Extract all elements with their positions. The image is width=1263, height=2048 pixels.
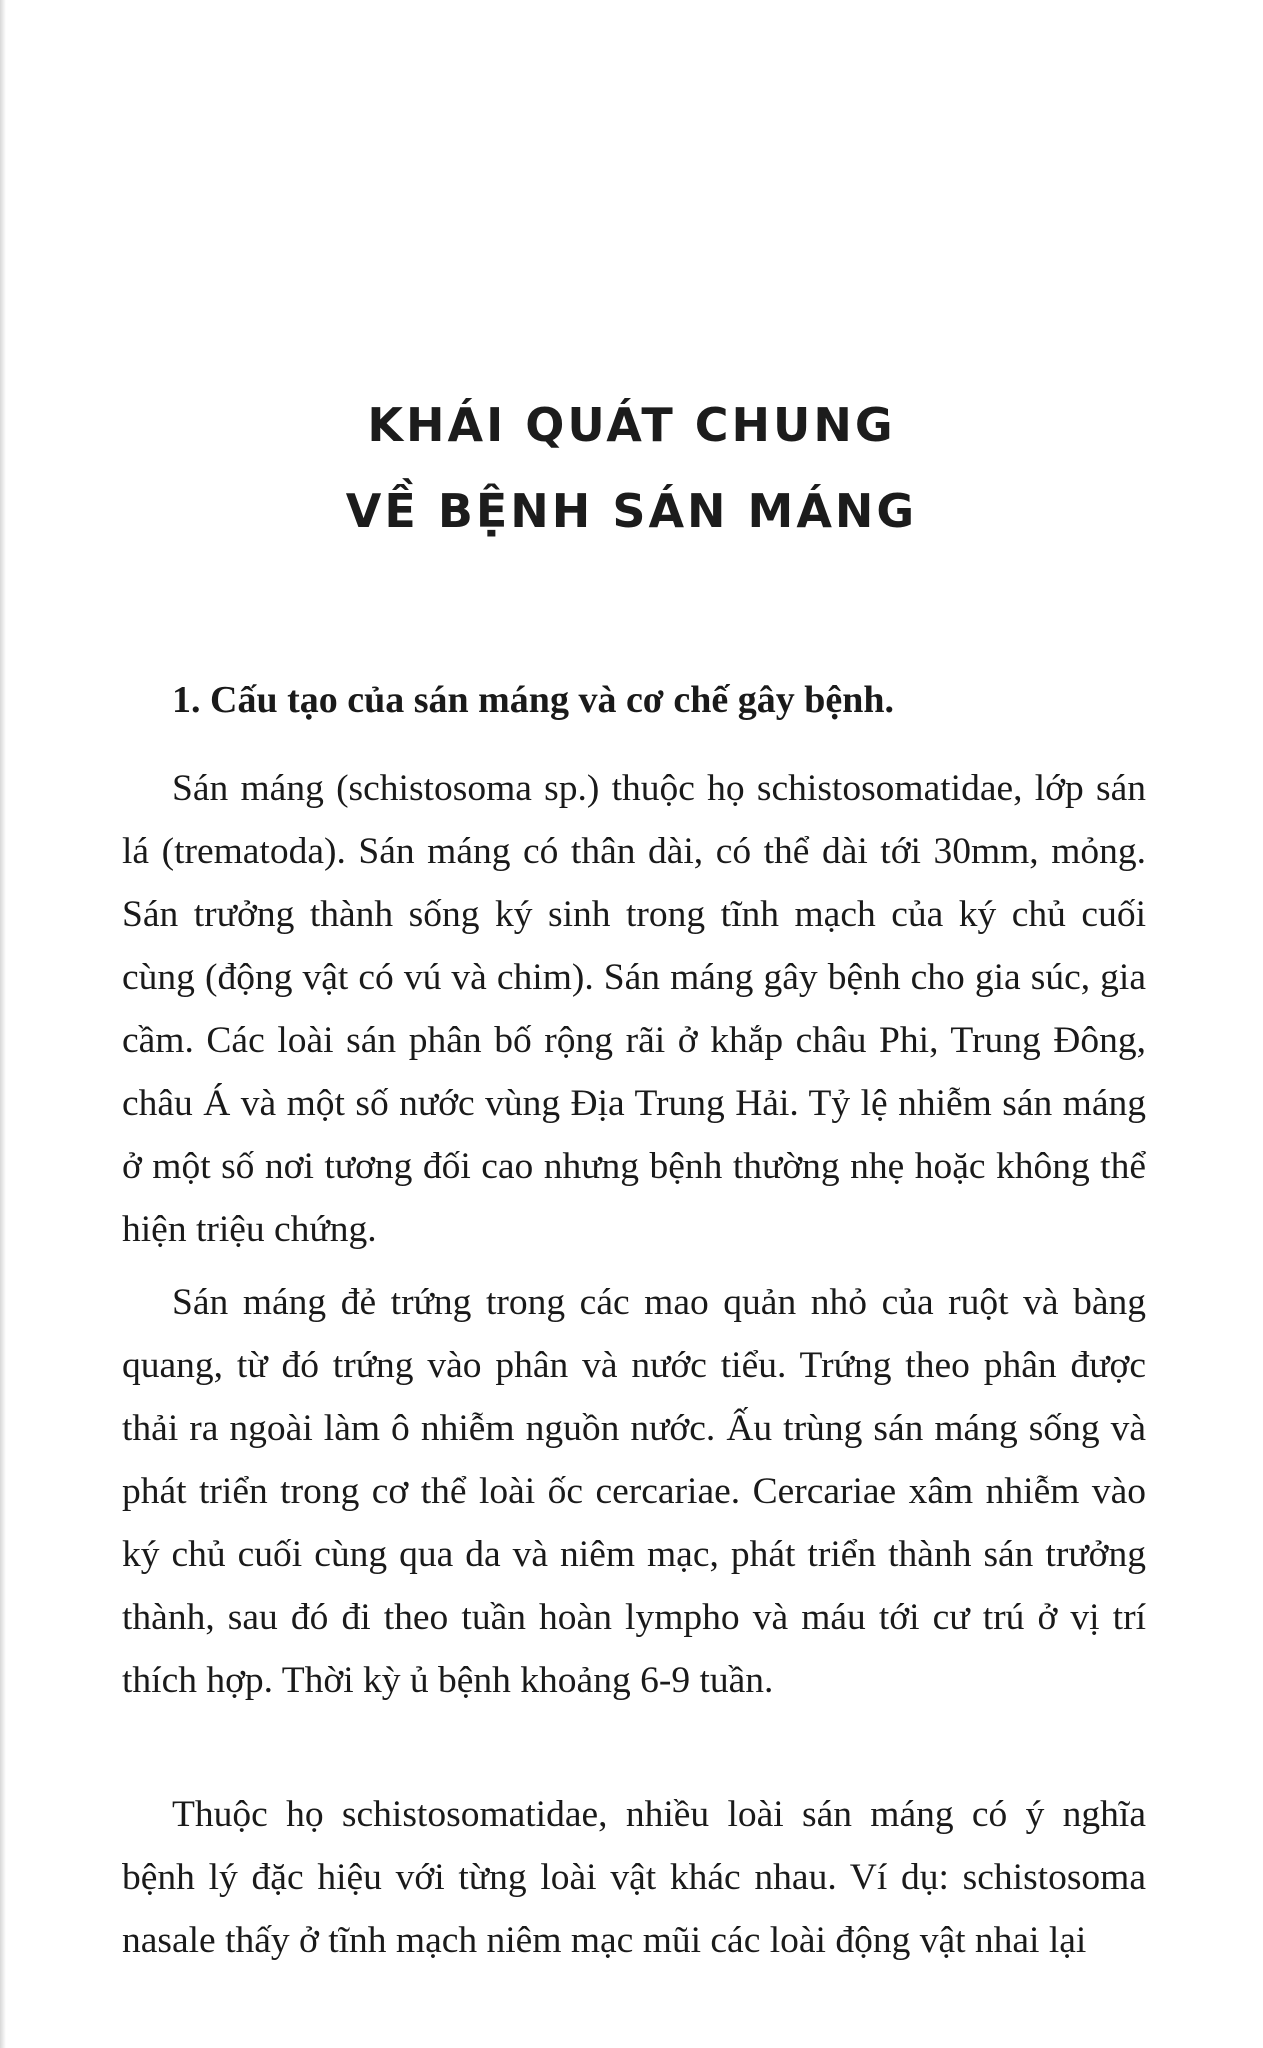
section-heading: 1. Cấu tạo của sán máng và cơ chế gây bệnh.	[172, 679, 894, 721]
chapter-title-line-2: VỀ BỆNH SÁN MÁNG	[345, 484, 918, 538]
page-gutter-edge	[0, 0, 6, 2048]
chapter-title-line-1: KHÁI QUÁT CHUNG	[367, 398, 896, 452]
body-paragraph: Sán máng (schistosoma sp.) thuộc họ schistosomatidae, lớp sán lá (trematoda). Sán máng có thân dài, có thể dài tới 30mm, mỏng. Sán trưởng thành sống ký sinh trong tĩnh mạch của ký chủ cuối cùng (động vật có vú và chim). Sán máng gây bệnh cho gia súc, gia cầm. Các loài sán phân bố rộng rãi ở khắp châu Phi, Trung Đông, châu Á và một số nước vùng Địa Trung Hải. Tỷ lệ nhiễm sán máng ở một số nơi tương đối cao nhưng bệnh thường nhẹ hoặc không thể hiện triệu chứng.	[122, 768, 1146, 1250]
body-paragraph: Sán máng đẻ trứng trong các mao quản nhỏ của ruột và bàng quang, từ đó trứng vào phân và nước tiểu. Trứng theo phân được thải ra ngoài làm ô nhiễm nguồn nước. Ấu trùng sán máng sống và phát triển trong cơ thể loài ốc cercariae. Cercariae xâm nhiễm vào ký chủ cuối cùng qua da và niêm mạc, phát triển thành sán trưởng thành, sau đó đi theo tuần hoàn lympho và máu tới cư trú ở vị trí thích hợp. Thời kỳ ủ bệnh khoảng 6-9 tuần.	[122, 1282, 1146, 1701]
body-paragraph: Thuộc họ schistosomatidae, nhiều loài sán máng có ý nghĩa bệnh lý đặc hiệu với từng loài vật khác nhau. Ví dụ: schistosoma nasale thấy ở tĩnh mạch niêm mạc mũi các loài động vật nhai lại	[122, 1794, 1146, 1961]
